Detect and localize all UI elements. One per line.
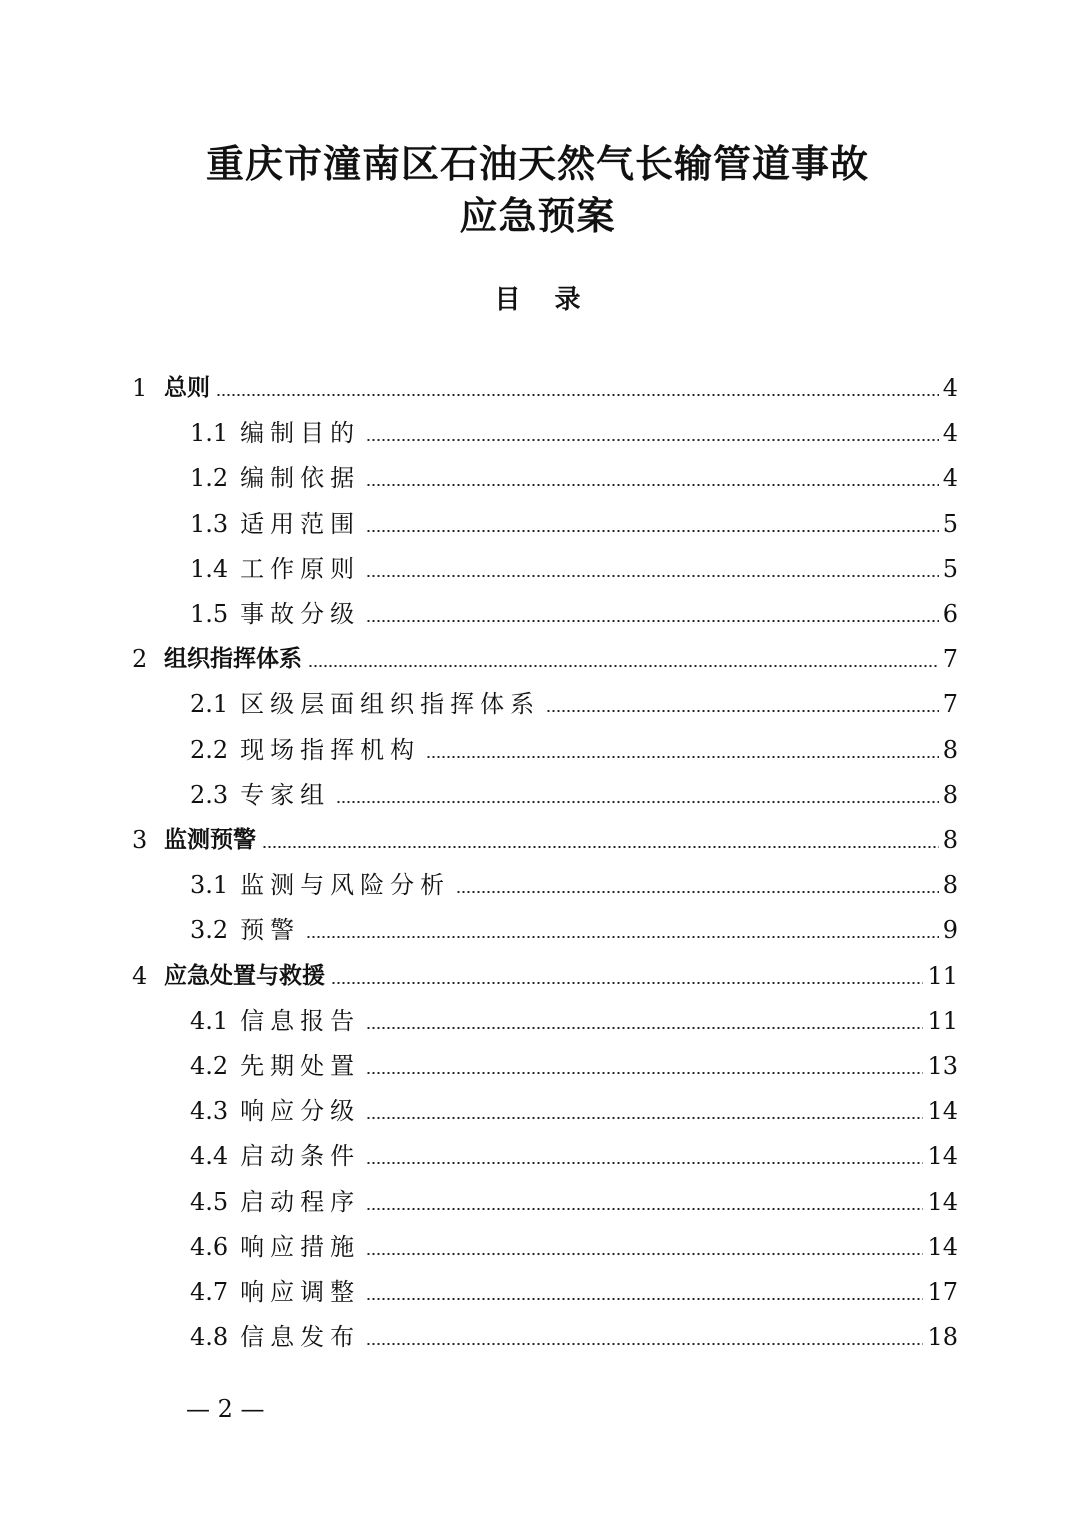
toc-entry-number: 4.3: [190, 1097, 229, 1126]
toc-dot-leader: [336, 801, 939, 803]
toc-entry-number: 4.6: [190, 1232, 229, 1261]
toc-chapter-entry[interactable]: [132, 820, 958, 860]
toc-dot-leader: [546, 710, 939, 712]
toc-entry-number: 1.5: [190, 600, 229, 628]
toc-entry-page: 8: [942, 735, 958, 764]
toc-entry-page: 9: [942, 916, 958, 945]
toc-dot-leader: [262, 846, 939, 848]
toc-section-entry[interactable]: [190, 1272, 958, 1312]
toc-chapter-entry[interactable]: [132, 368, 958, 408]
toc-entry-page: 14: [927, 1097, 958, 1126]
toc-entry-number: 1: [132, 374, 148, 402]
toc-entry-page: 13: [927, 1052, 958, 1080]
toc-entry-label: 启动程序: [240, 1187, 361, 1216]
toc-entry-label: 事故分级: [240, 600, 361, 628]
toc-dot-leader: [366, 530, 939, 532]
toc-entry-label: 专家组: [240, 780, 331, 809]
toc-entry-number: 4: [132, 961, 148, 990]
toc-entry-page: 8: [942, 780, 958, 809]
toc-entry-number: 4.1: [190, 1006, 229, 1035]
toc-section-entry[interactable]: [190, 1136, 958, 1176]
toc-section-entry[interactable]: [190, 1227, 958, 1267]
toc-entry-page: 7: [942, 690, 958, 719]
toc-dot-leader: [366, 1072, 923, 1074]
toc-dot-leader: [366, 1208, 923, 1210]
toc-chapter-entry[interactable]: [132, 639, 958, 679]
toc-entry-label: 信息发布: [240, 1323, 361, 1352]
toc-dot-leader: [366, 484, 939, 486]
toc-entry-page: 7: [942, 645, 958, 674]
toc-entry-number: 4.4: [190, 1142, 229, 1171]
toc-dot-leader: [366, 1162, 923, 1164]
toc-entry-page: 18: [927, 1323, 958, 1352]
toc-entry-label: 现场指挥机构: [240, 735, 421, 764]
toc-section-entry[interactable]: [190, 1046, 958, 1086]
toc-entry-number: 2.2: [190, 735, 229, 764]
toc-section-entry[interactable]: [190, 1182, 958, 1222]
toc-entry-label: 工作原则: [240, 554, 361, 583]
toc-dot-leader: [366, 1117, 923, 1119]
toc-heading: [0, 282, 1075, 318]
toc-dot-leader: [366, 1253, 923, 1255]
toc-section-entry[interactable]: [190, 1001, 958, 1041]
document-title-line1: 重庆市潼南区石油天然气长输管道事故: [205, 141, 869, 186]
toc-entry-label: 预警: [240, 916, 301, 945]
toc-entry-page: 4: [942, 374, 958, 402]
toc-entry-number: 2.3: [190, 780, 229, 809]
toc-entry-number: 4.2: [190, 1052, 229, 1080]
toc-dot-leader: [308, 665, 939, 667]
toc-entry-label: 响应分级: [240, 1097, 361, 1126]
toc-entry-number: 1.3: [190, 509, 229, 538]
toc-entry-page: 4: [942, 464, 958, 493]
toc-dot-leader: [331, 982, 923, 984]
toc-entry-page: 11: [927, 1006, 958, 1035]
toc-section-entry[interactable]: [190, 413, 958, 453]
toc-entry-page: 14: [927, 1232, 958, 1261]
toc-dot-leader: [366, 1298, 923, 1300]
toc-entry-number: 1.2: [190, 464, 229, 493]
toc-entry-page: 5: [942, 554, 958, 583]
toc-entry-label: 启动条件: [240, 1142, 361, 1171]
toc-entry-number: 4.8: [190, 1323, 229, 1352]
toc-section-entry[interactable]: [190, 775, 958, 815]
toc-entry-label: 监测与风险分析: [240, 871, 451, 900]
toc-entry-page: 14: [927, 1142, 958, 1171]
toc-dot-leader: [426, 756, 939, 758]
toc-heading-char2: 录: [554, 285, 581, 315]
toc-entry-number: 1.4: [190, 554, 229, 583]
toc-section-entry[interactable]: [190, 458, 958, 498]
toc-entry-page: 17: [927, 1278, 958, 1306]
toc-section-entry[interactable]: [190, 504, 958, 544]
toc-entry-page: 8: [942, 826, 958, 854]
toc-section-entry[interactable]: [190, 549, 958, 589]
toc-entry-number: 3.1: [190, 871, 229, 900]
toc-dot-leader: [366, 575, 939, 577]
page-number: — 2 —: [186, 1395, 265, 1423]
toc-entry-page: 8: [942, 871, 958, 900]
toc-entry-number: 2: [132, 645, 148, 674]
toc-entry-page: 4: [942, 419, 958, 448]
document-title: [0, 138, 1075, 242]
toc-entry-page: 14: [927, 1187, 958, 1216]
toc-chapter-entry[interactable]: [132, 956, 958, 996]
toc-section-entry[interactable]: [190, 1091, 958, 1131]
toc-entry-label: 先期处置: [240, 1052, 361, 1080]
toc-entry-number: 4.5: [190, 1187, 229, 1216]
toc-dot-leader: [306, 936, 939, 938]
toc-entry-label: 信息报告: [240, 1006, 361, 1035]
toc-entry-label: 监测预警: [164, 827, 256, 853]
document-title-line2: 应急预案: [459, 193, 616, 238]
toc-entry-number: 2.1: [190, 690, 229, 719]
toc-dot-leader: [366, 620, 939, 622]
toc-entry-label: 响应调整: [240, 1278, 361, 1306]
toc-entry-page: 5: [942, 509, 958, 538]
toc-section-entry[interactable]: [190, 865, 958, 905]
toc-entry-number: 4.7: [190, 1278, 229, 1306]
toc-section-entry[interactable]: [190, 684, 958, 724]
toc-entry-number: 1.1: [190, 419, 229, 448]
toc-entry-label: 总则: [164, 375, 210, 401]
toc-entry-number: 3.2: [190, 916, 229, 945]
toc-dot-leader: [366, 1343, 923, 1345]
toc-section-entry[interactable]: [190, 910, 958, 950]
toc-entry-label: 应急处置与救援: [164, 962, 325, 989]
toc-entry-label: 区级层面组织指挥体系: [240, 690, 541, 719]
toc-section-entry[interactable]: [190, 594, 958, 634]
toc-section-entry[interactable]: [190, 1317, 958, 1357]
toc-dot-leader: [366, 439, 939, 441]
toc-entry-label: 适用范围: [240, 509, 361, 538]
toc-entry-label: 组织指挥体系: [164, 646, 302, 673]
toc-entry-label: 响应措施: [240, 1232, 361, 1261]
toc-dot-leader: [216, 394, 939, 396]
toc-dot-leader: [366, 1027, 923, 1029]
toc-heading-char1: 目: [494, 285, 521, 315]
toc-entry-number: 3: [132, 826, 148, 854]
toc-entry-page: 6: [942, 600, 958, 628]
toc-entry-label: 编制目的: [240, 419, 361, 448]
toc-entry-page: 11: [927, 961, 958, 990]
toc-entry-label: 编制依据: [240, 464, 361, 493]
toc-dot-leader: [456, 891, 939, 893]
toc-section-entry[interactable]: [190, 730, 958, 770]
